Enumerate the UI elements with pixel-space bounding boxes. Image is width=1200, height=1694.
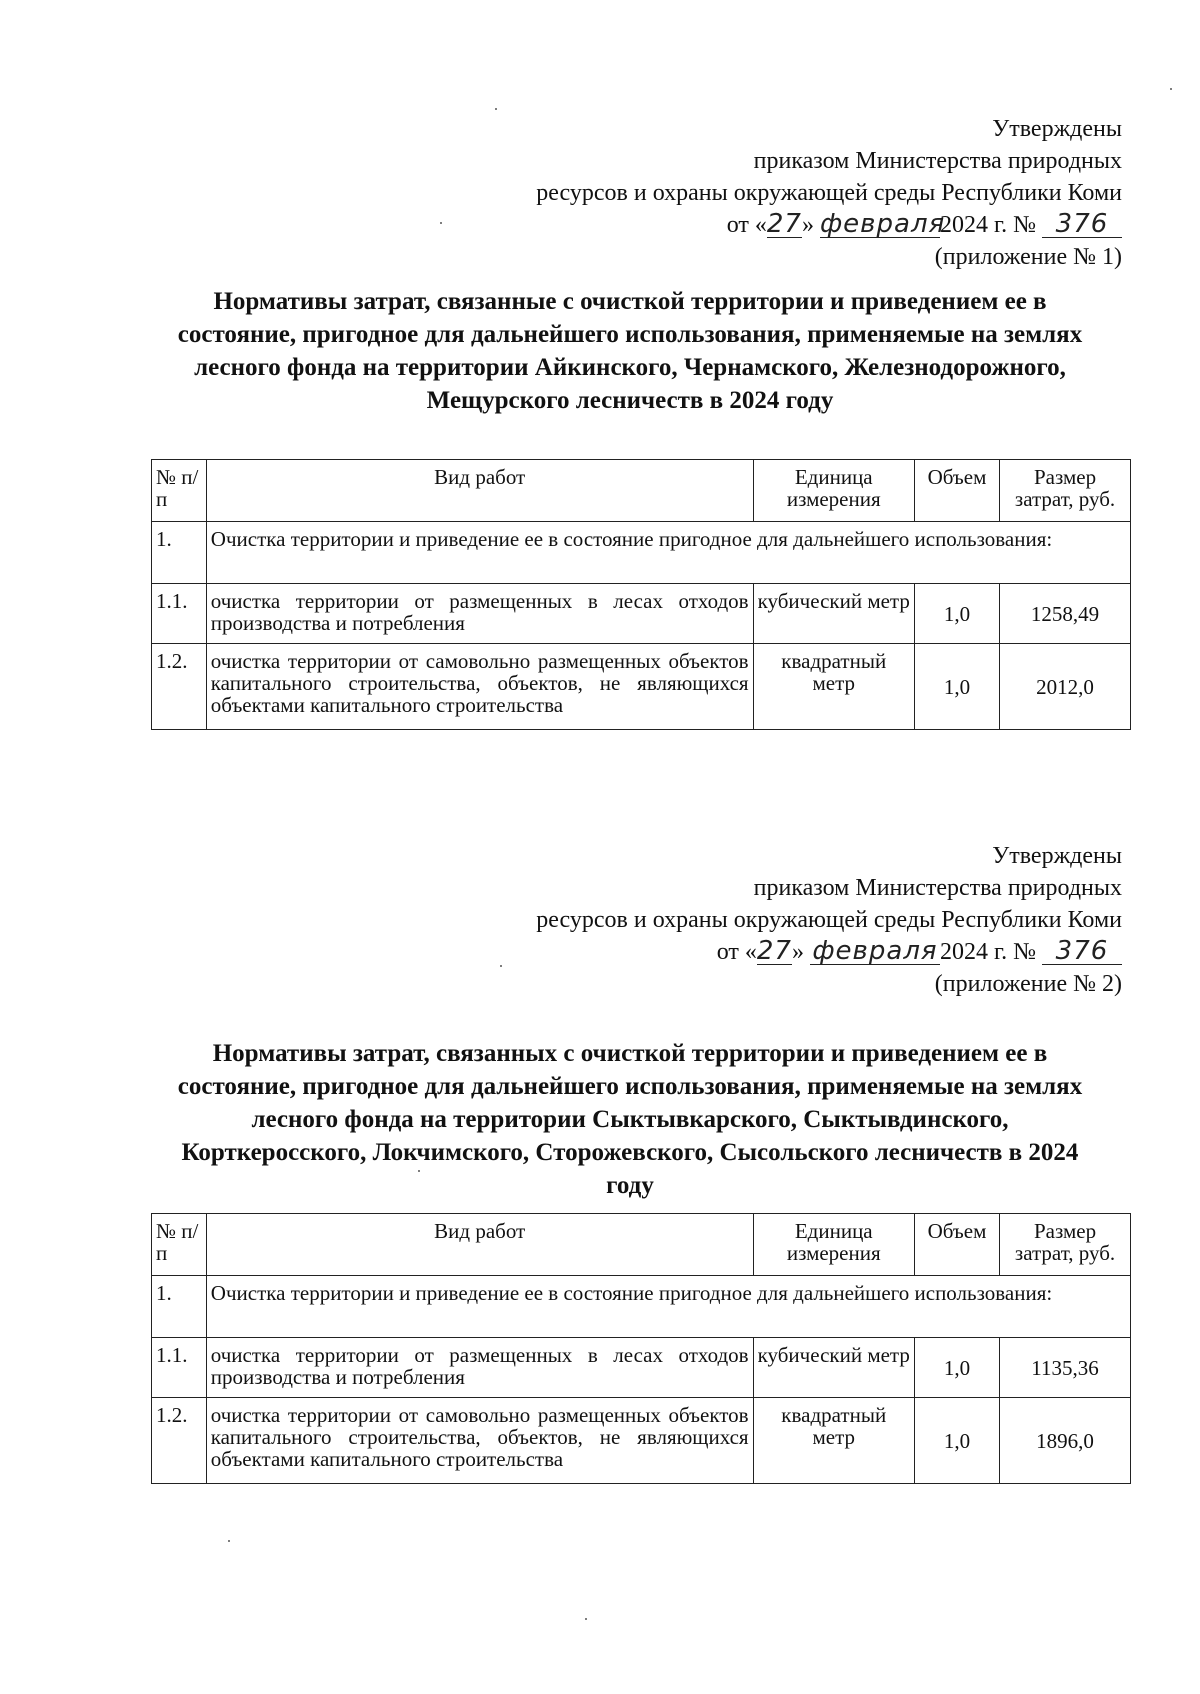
row-unit: кубический метр	[753, 1338, 914, 1398]
handwritten-day: 27	[756, 936, 792, 966]
row-num: 1.2.	[152, 1398, 207, 1484]
row-cost: 1135,36	[1000, 1338, 1131, 1398]
row-unit: квадратный метр	[753, 1398, 914, 1484]
appendix-label: (приложение № 2)	[934, 971, 1122, 997]
approval-date-line: от «27» февраля2024 г. № 376	[422, 209, 1122, 241]
row-work: очистка территории от размещенных в лесах отходов производства и потребления	[206, 584, 753, 644]
row-volume: 1,0	[914, 1338, 999, 1398]
header-unit: Единица измерения	[753, 460, 914, 522]
header-volume: Объем	[914, 1214, 999, 1276]
scan-speck	[585, 1618, 587, 1620]
header-num: № п/п	[152, 460, 207, 522]
header-unit: Единица измерения	[753, 1214, 914, 1276]
table-row	[152, 584, 1131, 644]
table-row	[152, 1338, 1131, 1398]
appendix-label: (приложение № 1)	[934, 244, 1122, 270]
handwritten-month: февраля	[810, 938, 940, 965]
row-unit: квадратный метр	[753, 644, 914, 730]
norms-table-2	[151, 1213, 1131, 1484]
row-volume: 1,0	[914, 644, 999, 730]
handwritten-day: 27	[766, 209, 802, 239]
header-work: Вид работ	[206, 460, 753, 522]
header-volume: Объем	[914, 460, 999, 522]
approval-line-2: приказом Министерства природных	[753, 148, 1122, 174]
row-work: очистка территории от размещенных в лесах отходов производства и потребления	[206, 1338, 753, 1398]
approval-line-2: приказом Министерства природных	[753, 875, 1122, 901]
table-row	[152, 522, 1131, 584]
approval-line-3: ресурсов и охраны окружающей среды Республики Коми	[536, 907, 1122, 933]
row-work: очистка территории от самовольно размещенных объектов капитального строительства, объектов, не являющихся объектами капитального строительства	[206, 644, 753, 730]
row-volume: 1,0	[914, 584, 999, 644]
scan-speck	[440, 222, 442, 224]
header-num: № п/п	[152, 1214, 207, 1276]
row-work: очистка территории от самовольно размещенных объектов капитального строительства, объектов, не являющихся объектами капитального строительства	[206, 1398, 753, 1484]
row-volume: 1,0	[914, 1398, 999, 1484]
row-num: 1.	[152, 522, 207, 584]
handwritten-month: февраля	[819, 209, 946, 239]
scan-speck	[418, 1170, 420, 1172]
header-cost: Размер затрат, руб.	[1000, 460, 1131, 522]
header-work: Вид работ	[206, 1214, 753, 1276]
document-title-1: Нормативы затрат, связанные с очисткой территории и приведением ее в состояние, пригодное для дальнейшего использования, применяемые на землях лесного фонда на территории Айкинского, Чернамского, Железнодорожного, Мещурского лесничеств в 2024 году	[177, 288, 1083, 414]
approval-line-1: Утверждены	[992, 843, 1122, 869]
row-num: 1.1.	[152, 1338, 207, 1398]
scan-speck	[1170, 88, 1172, 90]
approval-block-1	[422, 113, 1122, 273]
row-num: 1.1.	[152, 584, 207, 644]
table-header-row	[152, 1214, 1131, 1276]
header-cost: Размер затрат, руб.	[1000, 1214, 1131, 1276]
table-row	[152, 1398, 1131, 1484]
row-num: 1.	[152, 1276, 207, 1338]
row-cost: 1258,49	[1000, 584, 1131, 644]
section-text: Очистка территории и приведение ее в состояние пригодное для дальнейшего использования:	[206, 522, 1130, 584]
approval-block-2	[422, 840, 1122, 1000]
approval-line-1: Утверждены	[992, 116, 1122, 142]
scan-speck	[495, 108, 497, 110]
scan-speck	[500, 965, 502, 967]
section-text: Очистка территории и приведение ее в состояние пригодное для дальнейшего использования:	[206, 1276, 1130, 1338]
handwritten-number: 376	[1042, 211, 1122, 238]
table-row	[152, 1276, 1131, 1338]
handwritten-number: 376	[1042, 938, 1122, 965]
row-num: 1.2.	[152, 644, 207, 730]
row-cost: 2012,0	[1000, 644, 1131, 730]
document-title-2: Нормативы затрат, связанных с очисткой территории и приведением ее в состояние, пригодное для дальнейшего использования, применяемые на землях лесного фонда на территории Сыктывкарского, Сыктывдинского, Корткеросского, Локчимского, Сторожевского, Сысольского лесничеств в 2024 году	[177, 1040, 1083, 1199]
row-cost: 1896,0	[1000, 1398, 1131, 1484]
norms-table-1	[151, 459, 1131, 730]
row-unit: кубический метр	[753, 584, 914, 644]
table-header-row	[152, 460, 1131, 522]
table-row	[152, 644, 1131, 730]
approval-line-3: ресурсов и охраны окружающей среды Республики Коми	[536, 180, 1122, 206]
scan-speck	[228, 1540, 230, 1542]
approval-date-line: от «27» февраля2024 г. № 376	[422, 936, 1122, 968]
